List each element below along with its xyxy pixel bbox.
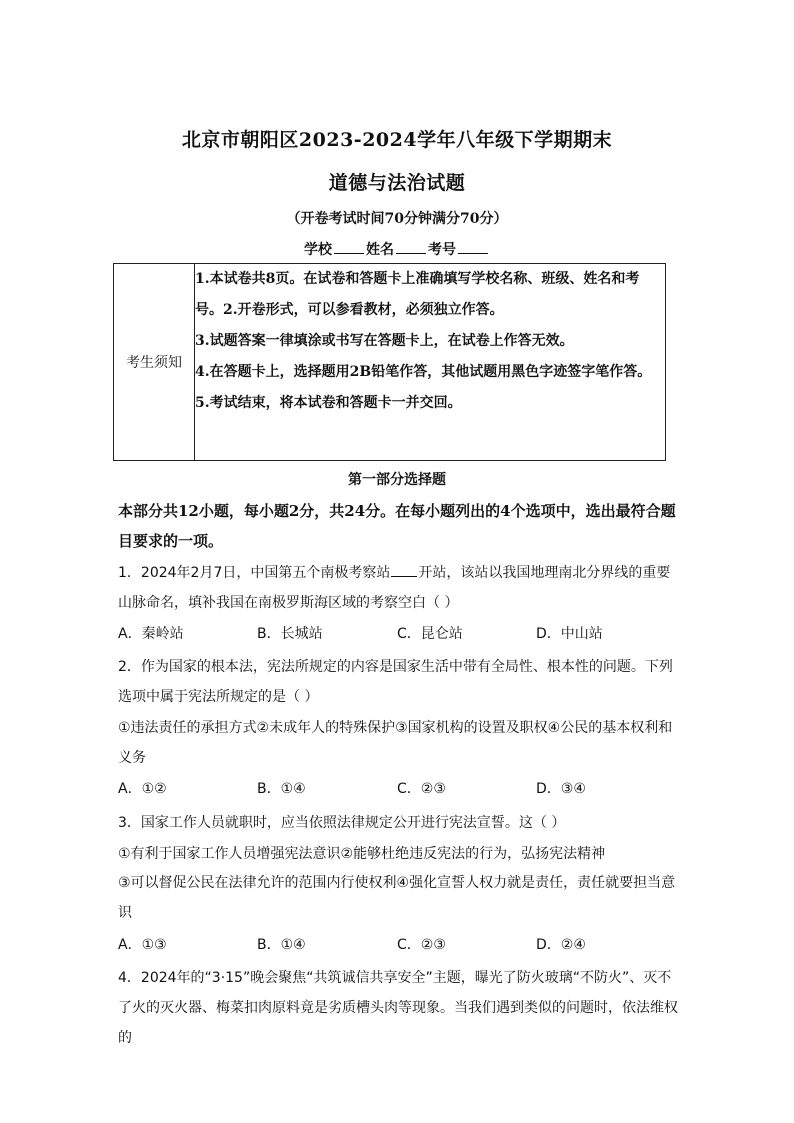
option-a[interactable]: A．①② [118,781,167,797]
question-1-stem-after: 开站，该站以我国地理南北分界线的重要山脉命名，填补我国在南极罗斯海区域的考察空白（ ） [118,565,671,611]
notice-item: 4.在答题卡上，选择题用2B铅笔作答，其他试题用黑色字迹签字笔作答。 [195,364,652,380]
question-2-stem: 2．作为国家的根本法，宪法所规定的内容是国家生活中带有全局性、根本性的问题。下列选项中属于宪法所规定的是（ ） [118,659,673,705]
option-d[interactable]: D．中山站 [536,626,603,642]
option-b[interactable]: B．长城站 [257,626,323,642]
school-blank[interactable] [334,241,364,254]
exam-title: 北京市朝阳区2023-2024学年八年级下学期期末 [181,129,613,151]
exam-no-blank[interactable] [458,241,488,254]
name-blank[interactable] [396,241,426,254]
option-b[interactable]: B．①④ [257,937,306,953]
option-d[interactable]: D．③④ [536,781,586,797]
notice-table [113,263,666,461]
notice-item: 1.本试卷共8页。在试卷和答题卡上准确填写学校名称、班级、姓名和考号。2.开卷形式，可以参看教材，必须独立作答。 [195,271,640,318]
section-instructions: 本部分共12小题，每小题2分，共24分。在每小题列出的4个选项中，选出最符合题目要求的一项。 [118,502,676,550]
option-d[interactable]: D．②④ [536,937,586,953]
option-c[interactable]: C．昆仑站 [397,626,463,642]
option-a[interactable]: A．①③ [118,937,167,953]
question-2-statements: ①违法责任的承担方式②未成年人的特殊保护③国家机构的设置及职权④公民的基本权利和义务 [118,720,673,766]
notice-body [195,264,666,461]
option-b[interactable]: B．①④ [257,781,306,797]
option-c[interactable]: C．②③ [397,937,446,953]
question-4-stem: 4．2024年的“3·15”晚会聚焦“共筑诚信共享安全”主题，曝光了防火玻璃“不防火”、灭不了火的灭火器、梅菜扣肉原料竟是劣质槽头肉等现象。当我们遇到类似的问题时，依法维权的 [118,970,678,1046]
name-label: 姓名 [366,242,394,258]
option-a[interactable]: A．秦岭站 [118,626,184,642]
question-1-stem-before: 1．2024年2月7日，中国第五个南极考察站 [118,565,391,581]
school-label: 学校 [304,242,332,258]
notice-item: 5.考试结束，将本试卷和答题卡一并交回。 [195,395,462,411]
exam-duration: （开卷考试时间70分钟满分70分） [286,211,508,227]
exam-subject-title: 道德与法治试题 [328,172,466,194]
question-3-statement-1: ①有利于国家工作人员增强宪法意识②能够杜绝违反宪法的行为，弘扬宪法精神 [118,846,606,862]
student-id-line [0,239,794,259]
notice-label: 考生须知 [114,264,195,461]
notice-item: 3.试题答案一律填涂或书写在答题卡上，在试卷上作答无效。 [195,333,574,349]
question-3-statement-2: ③可以督促公民在法律允许的范围内行使权利④强化宣誓人权力就是责任，责任就要担当意识 [118,875,676,921]
question-3-stem: 3．国家工作人员就职时，应当依照法律规定公开进行宪法宣誓。这（ ） [118,815,566,831]
question-1-stem [118,558,680,618]
question-1-blank [391,564,417,577]
option-c[interactable]: C．②③ [397,781,446,797]
section-heading: 第一部分选择题 [348,472,446,488]
exam-no-label: 考号 [428,242,456,258]
